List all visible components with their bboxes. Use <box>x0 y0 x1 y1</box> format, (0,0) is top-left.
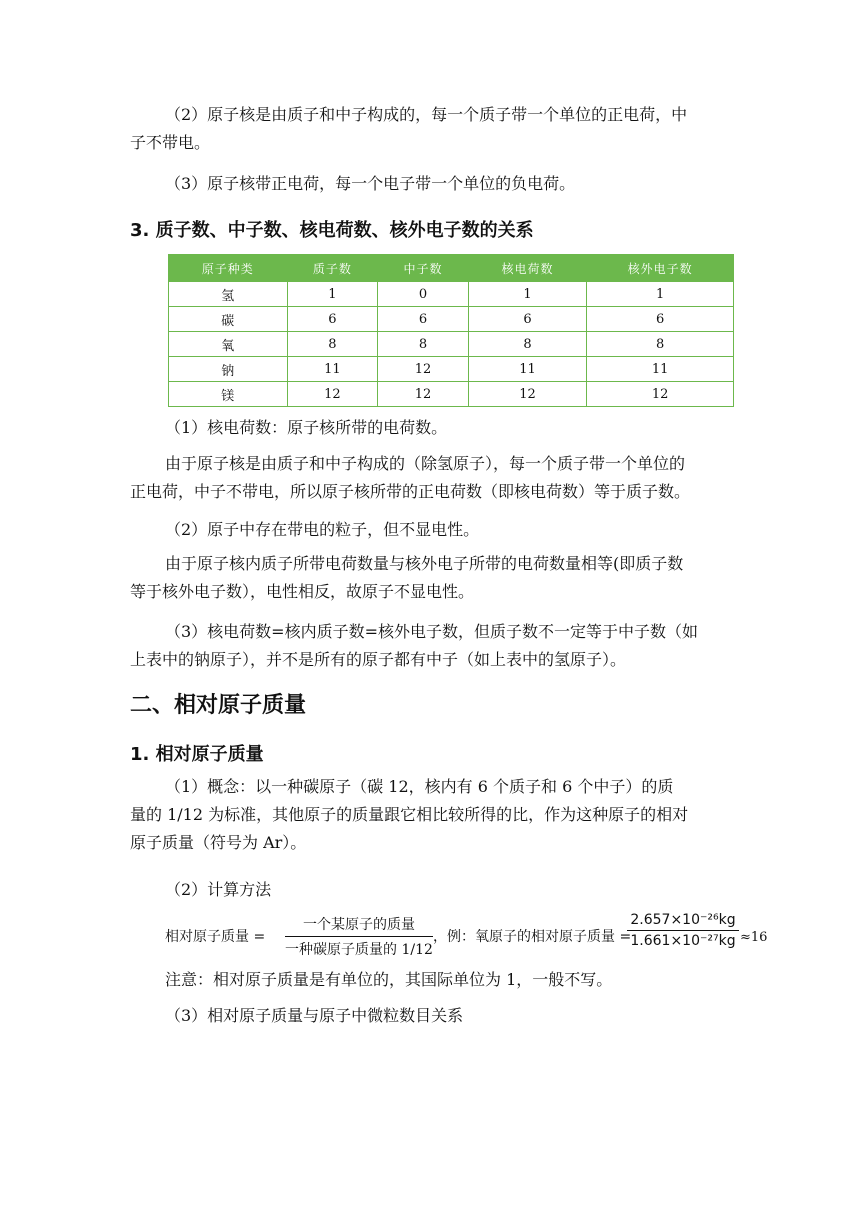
table-header-cell: 原子种类 <box>169 255 288 282</box>
text-line: 正电荷，中子不带电，所以原子核所带的正电荷数（即核电荷数）等于质子数。 <box>130 482 691 501</box>
table-cell: 12 <box>468 382 587 407</box>
text-line: 等于核外电子数），电性相反，故原子不显电性。 <box>130 582 475 601</box>
paragraph-unit-note: 注意：相对原子质量是有单位的，其国际单位为 1，一般不写。 <box>165 970 613 989</box>
table-header-cell: 中子数 <box>378 255 469 282</box>
table-row <box>169 307 734 332</box>
paragraph-calc-method: （2）计算方法 <box>165 880 272 899</box>
formula-approx-result: ≈16 <box>740 930 768 945</box>
table-cell: 1 <box>587 282 734 307</box>
section-heading-1: 1. 相对原子质量 <box>130 744 264 765</box>
table-row <box>169 282 734 307</box>
table-cell: 6 <box>587 307 734 332</box>
text-line: 由于原子核内质子所带电荷数量与核外电子所带的电荷数量相等(即质子数 <box>165 554 684 573</box>
paragraph-nuclear-charge-def: （1）核电荷数：原子核所带的电荷数。 <box>165 418 448 437</box>
table-header-row <box>169 255 734 282</box>
table-cell: 氧 <box>169 332 288 357</box>
table-cell: 12 <box>378 382 469 407</box>
table-cell: 8 <box>587 332 734 357</box>
fraction-bar <box>285 936 433 937</box>
paragraph-neutral-atom: （2）原子中存在带电的粒子，但不显电性。 <box>165 520 480 539</box>
relative-mass-formula <box>165 912 768 962</box>
paragraph-concept <box>130 773 735 857</box>
table-header-cell: 核外电子数 <box>587 255 734 282</box>
table-cell: 1 <box>468 282 587 307</box>
table-cell: 6 <box>287 307 378 332</box>
text-line: 子不带电。 <box>130 133 211 152</box>
chapter-heading: 二、相对原子质量 <box>130 693 307 718</box>
table-cell: 钠 <box>169 357 288 382</box>
text-line: （3）核电荷数=核内质子数=核外电子数，但质子数不一定等于中子数（如 <box>165 622 698 641</box>
paragraph-nucleus-composition <box>130 101 735 157</box>
table-cell: 6 <box>378 307 469 332</box>
table-cell: 氢 <box>169 282 288 307</box>
table-cell: 8 <box>468 332 587 357</box>
paragraph-particle-relation: （3）相对原子质量与原子中微粒数目关系 <box>165 1006 464 1025</box>
fraction-denominator: 一种碳原子质量的 1/12 <box>285 942 433 958</box>
table-cell: 8 <box>287 332 378 357</box>
fraction-numerator: 2.657×10⁻²⁶kg <box>630 912 736 928</box>
fraction-bar <box>627 930 739 931</box>
paragraph-nuclear-charge-explain <box>130 450 735 506</box>
paragraph-neutral-explain <box>130 550 735 606</box>
table-cell: 11 <box>468 357 587 382</box>
table-header-cell: 核电荷数 <box>468 255 587 282</box>
table-cell: 12 <box>587 382 734 407</box>
table-cell: 11 <box>287 357 378 382</box>
particle-count-table <box>168 254 734 407</box>
text-line: 上表中的钠原子），并不是所有的原子都有中子（如上表中的氢原子）。 <box>130 650 627 669</box>
paragraph-equality-note <box>130 618 735 674</box>
table-cell: 11 <box>587 357 734 382</box>
table-cell: 8 <box>378 332 469 357</box>
table-cell: 1 <box>287 282 378 307</box>
text-line: 由于原子核是由质子和中子构成的（除氢原子），每一个质子带一个单位的 <box>165 454 686 473</box>
table-cell: 碳 <box>169 307 288 332</box>
table-cell: 镁 <box>169 382 288 407</box>
formula-fraction-definition <box>285 914 433 959</box>
paragraph-nucleus-charge: （3）原子核带正电荷，每一个电子带一个单位的负电荷。 <box>165 174 576 193</box>
table-cell: 12 <box>378 357 469 382</box>
table-cell: 6 <box>468 307 587 332</box>
formula-example-text: ，例：氧原子的相对原子质量 = <box>433 929 632 945</box>
table-cell: 0 <box>378 282 469 307</box>
text-line: 量的 1/12 为标准，其他原子的质量跟它相比较所得的比，作为这种原子的相对 <box>130 805 689 824</box>
table-header-cell: 质子数 <box>287 255 378 282</box>
text-line: （2）原子核是由质子和中子构成的，每一个质子带一个单位的正电荷，中 <box>165 105 688 124</box>
table-row <box>169 357 734 382</box>
table-cell: 12 <box>287 382 378 407</box>
fraction-numerator: 一个某原子的质量 <box>303 917 415 933</box>
table-row <box>169 382 734 407</box>
section-heading-3: 3. 质子数、中子数、核电荷数、核外电子数的关系 <box>130 220 534 241</box>
fraction-denominator: 1.661×10⁻²⁷kg <box>630 933 736 949</box>
text-line: 原子质量（符号为 Ar）。 <box>130 833 307 852</box>
formula-fraction-oxygen <box>627 912 739 949</box>
text-line: （1）概念：以一种碳原子（碳 12，核内有 6 个质子和 6 个中子）的质 <box>165 777 674 796</box>
formula-lhs: 相对原子质量 = <box>165 929 266 945</box>
table-row <box>169 332 734 357</box>
